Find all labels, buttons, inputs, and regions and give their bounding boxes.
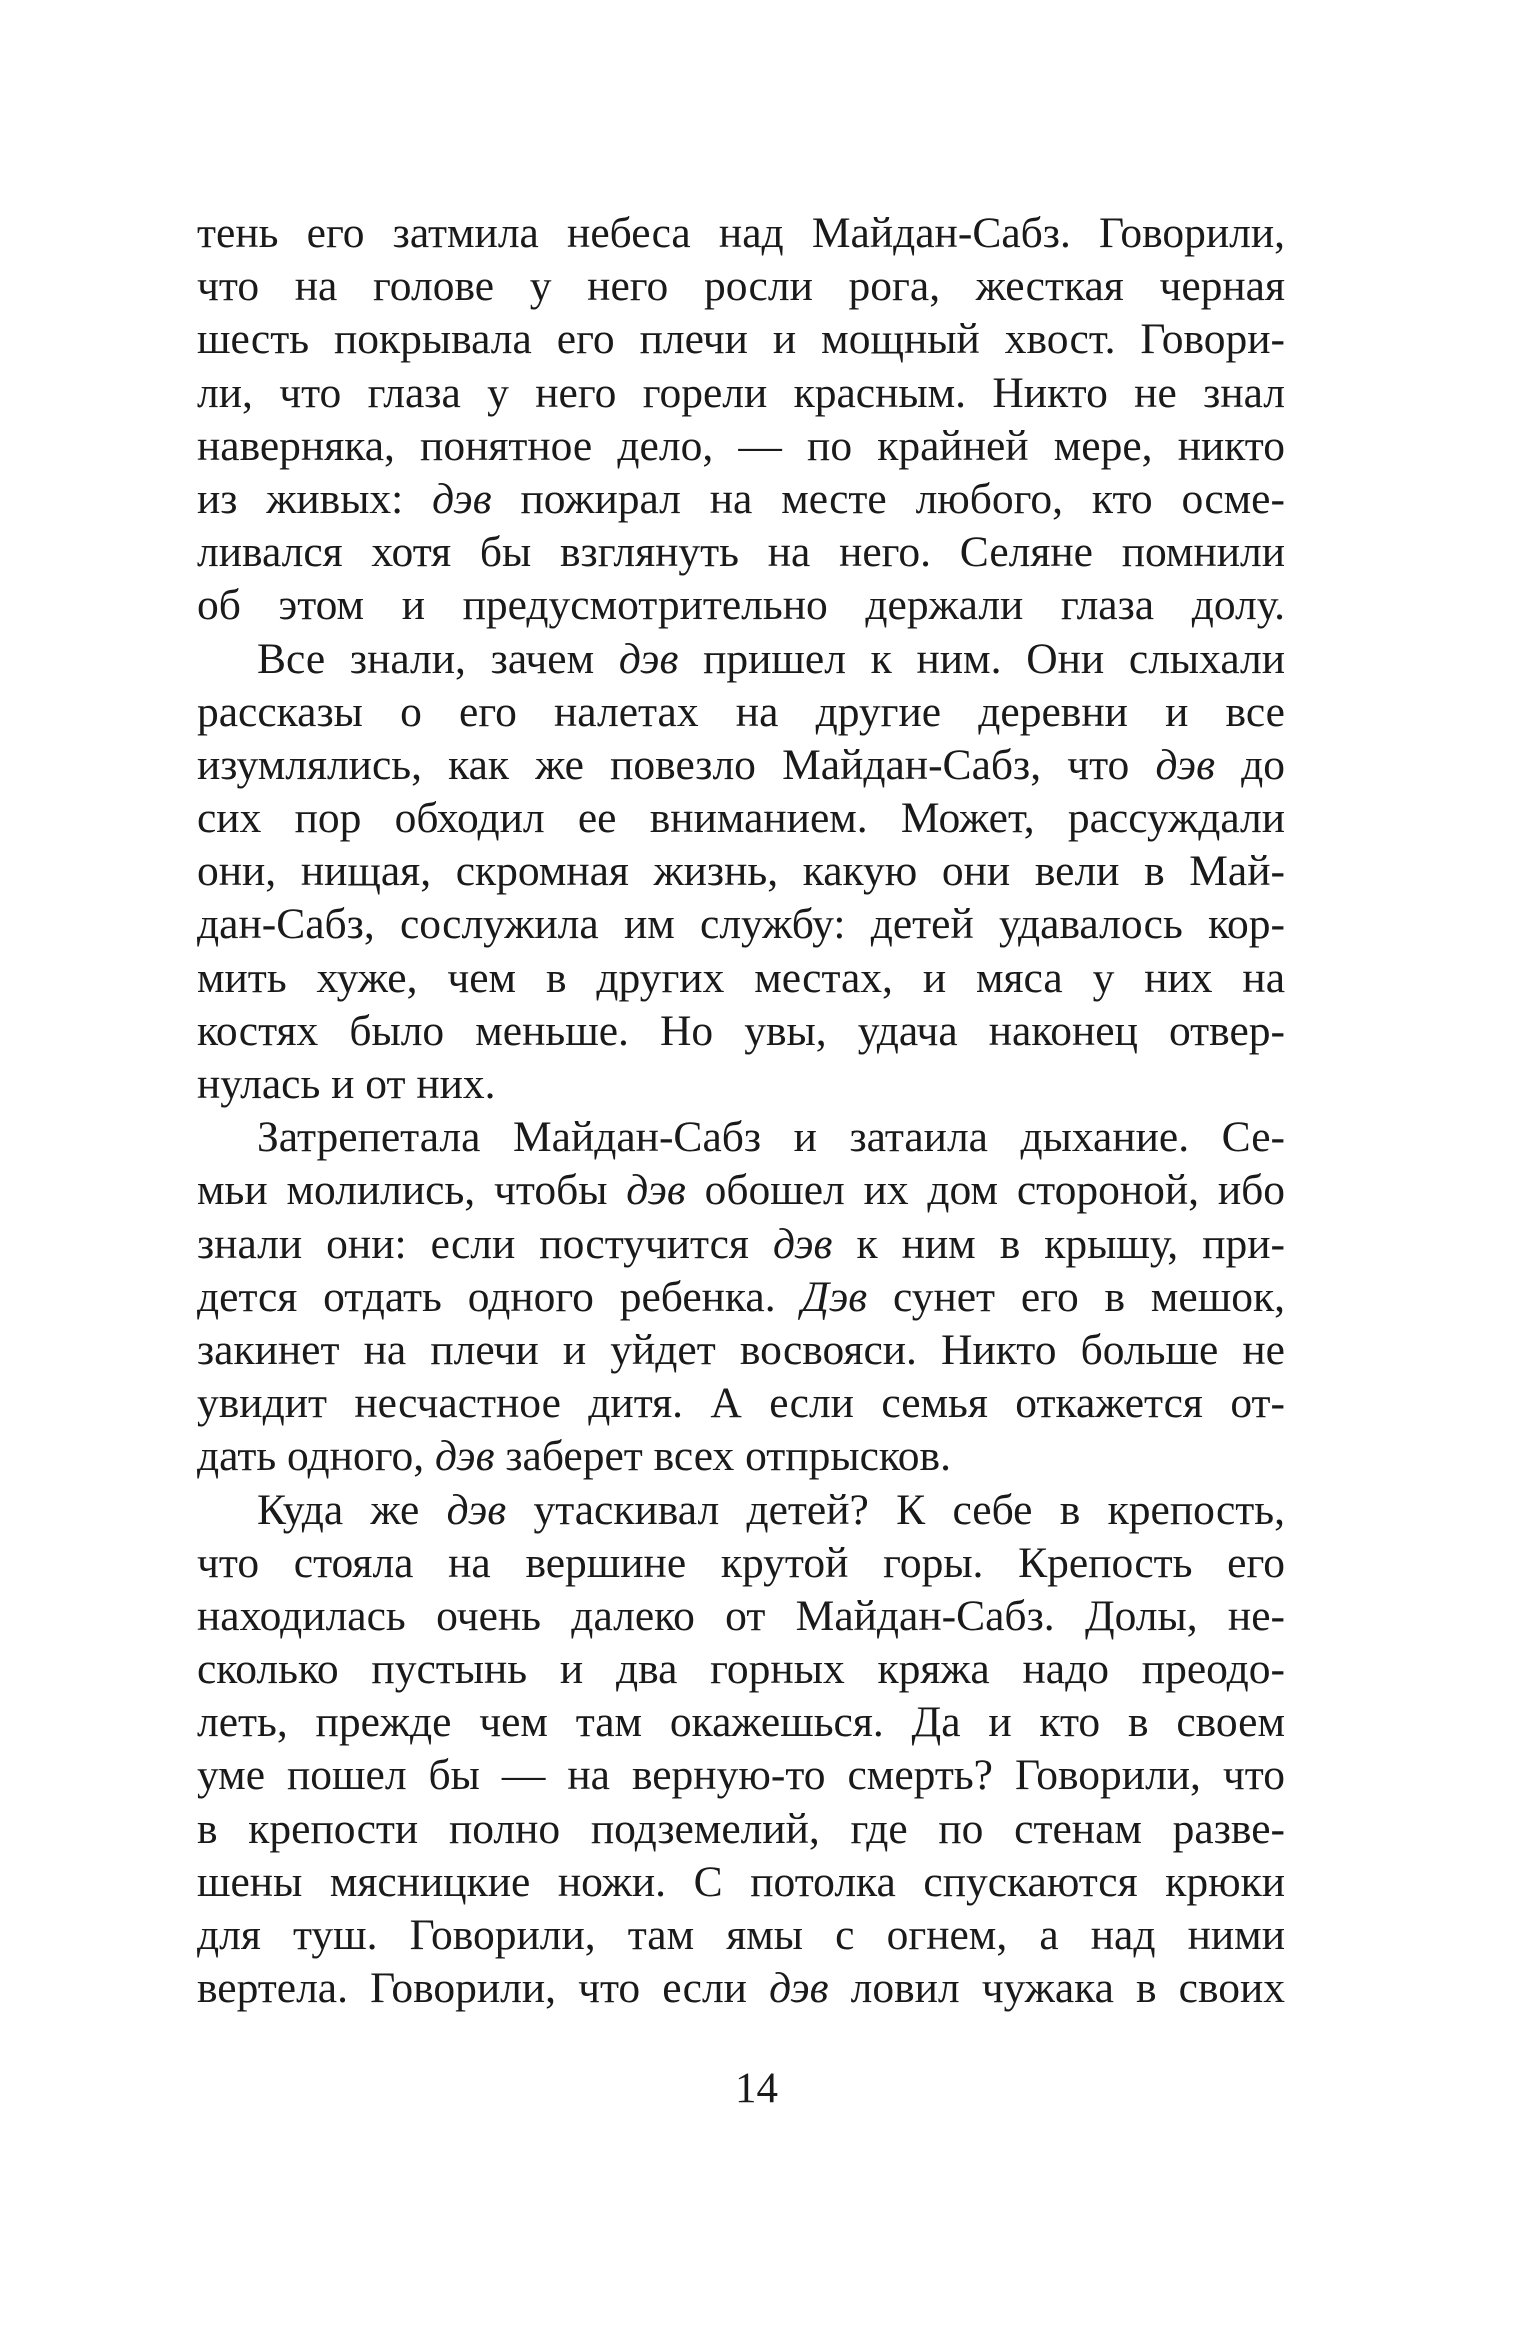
text-line: [197, 1696, 1285, 1749]
text-line: [197, 473, 1285, 526]
text-segment: увидит несчастное дитя. А если семья откажется от-: [197, 1379, 1285, 1428]
text-line: [197, 1058, 1285, 1111]
text-segment: костях было меньше. Но увы, удача наконец отвер-: [197, 1006, 1285, 1055]
text-segment: они, нищая, скромная жизнь, какую они вели в Май-: [197, 847, 1285, 896]
text-segment: Затрепетала Майдан-Сабз и затаила дыхание. Се-: [257, 1113, 1285, 1162]
text-segment: дать одного,: [197, 1432, 435, 1481]
text-segment: ловил чужака в своих: [828, 1964, 1285, 2013]
text-segment: нулась и от них.: [197, 1060, 496, 1108]
text-segment: изумлялись, как же повезло Майдан-Сабз, что: [197, 740, 1156, 789]
text-line: [197, 1590, 1285, 1643]
italic-term: дэв: [434, 1432, 495, 1481]
text-line: [197, 952, 1285, 1005]
text-segment: пришел к ним. Они слыхали: [678, 634, 1285, 683]
text-segment: об этом и предусмотрительно держали глаза долу.: [197, 581, 1285, 630]
text-line: [197, 1111, 1285, 1164]
text-segment: что на голове у него росли рога, жесткая черная: [197, 262, 1285, 311]
page-number: 14: [735, 2065, 778, 2112]
text-line: [197, 633, 1285, 686]
italic-term: дэв: [769, 1964, 829, 2013]
text-line: [197, 1324, 1285, 1377]
text-segment: мить хуже, чем в других местах, и мяса у них на: [197, 953, 1285, 1002]
italic-term: дэв: [772, 1219, 833, 1268]
text-line: [197, 313, 1285, 366]
italic-term: дэв: [432, 474, 492, 523]
text-segment: леть, прежде чем там окажешься. Да и кто в своем: [197, 1698, 1285, 1747]
text-line: [197, 898, 1285, 951]
text-segment: сих пор обходил ее вниманием. Может, рассуждали: [197, 794, 1285, 843]
text-line: [197, 792, 1285, 845]
text-segment: Куда же: [257, 1485, 447, 1534]
text-line: [197, 1218, 1285, 1271]
text-line: [197, 367, 1285, 420]
text-line: [197, 845, 1285, 898]
text-line: [197, 207, 1285, 260]
text-segment: к ним в крышу, при-: [832, 1219, 1285, 1268]
text-segment: закинет на плечи и уйдет восвояси. Никто больше не: [197, 1325, 1285, 1374]
text-segment: ли, что глаза у него горели красным. Никто не знал: [197, 368, 1285, 417]
text-segment: шесть покрывала его плечи и мощный хвост. Говори-: [197, 315, 1285, 364]
text-segment: пожирал на месте любого, кто осме-: [491, 474, 1285, 523]
text-segment: сунет его в мешок,: [867, 1272, 1285, 1321]
text-segment: для туш. Говорили, там ямы с огнем, а над ними: [197, 1911, 1285, 1959]
text-segment: дется отдать одного ребенка.: [197, 1272, 802, 1321]
text-segment: что стояла на вершине крутой горы. Крепость его: [197, 1538, 1285, 1587]
text-line: [197, 1962, 1285, 2015]
text-segment: знали они: если постучится: [197, 1219, 773, 1268]
text-line: [197, 1643, 1285, 1696]
text-segment: сколько пустынь и два горных кряжа надо преодо-: [197, 1645, 1285, 1694]
text-line: [197, 420, 1285, 473]
text-segment: Все знали, зачем: [257, 634, 619, 683]
text-segment: в крепости полно подземелий, где по стенам разве-: [197, 1804, 1285, 1853]
text-line: [197, 579, 1285, 632]
text-segment: находилась очень далеко от Майдан-Сабз. Долы, не-: [197, 1591, 1285, 1640]
text-segment: мьи молились, чтобы: [197, 1166, 627, 1215]
text-segment: из живых:: [197, 474, 433, 523]
text-line: [197, 686, 1285, 739]
text-segment: до: [1214, 740, 1285, 789]
text-segment: заберет всех отпрысков.: [494, 1432, 951, 1481]
italic-term: дэв: [618, 634, 679, 683]
italic-term: дэв: [626, 1166, 686, 1215]
text-line: [197, 1537, 1285, 1590]
text-line: [197, 739, 1285, 792]
text-segment: тень его затмила небеса над Майдан-Сабз. Говорили,: [197, 209, 1285, 257]
text-line: [197, 1430, 1285, 1483]
text-segment: утаскивал детей? К себе в крепость,: [506, 1485, 1286, 1534]
text-line: [197, 1803, 1285, 1856]
text-segment: дан-Сабз, сослужила им службу: детей удавалось кор-: [197, 900, 1285, 949]
text-segment: шены мясницкие ножи. С потолка спускаются крюки: [197, 1857, 1285, 1906]
body-text: [197, 207, 1285, 2015]
text-line: [197, 1484, 1285, 1537]
text-line: [197, 1377, 1285, 1430]
text-line: [197, 260, 1285, 313]
text-segment: ливался хотя бы взглянуть на него. Селяне помнили: [197, 528, 1285, 577]
text-line: [197, 1271, 1285, 1324]
text-segment: рассказы о его налетах на другие деревни и все: [197, 687, 1285, 736]
text-line: [197, 1856, 1285, 1909]
text-line: [197, 1749, 1285, 1802]
text-segment: обошел их дом стороной, ибо: [685, 1166, 1285, 1215]
text-segment: наверняка, понятное дело, — по крайней мере, никто: [197, 421, 1285, 470]
italic-term: дэв: [446, 1485, 507, 1534]
italic-term: Дэв: [801, 1272, 868, 1321]
text-line: [197, 1909, 1285, 1962]
text-segment: уме пошел бы — на верную-то смерть? Говорили, что: [197, 1751, 1285, 1800]
italic-term: дэв: [1155, 740, 1215, 789]
text-line: [197, 1005, 1285, 1058]
text-line: [197, 526, 1285, 579]
text-segment: вертела. Говорили, что если: [197, 1964, 770, 2013]
text-line: [197, 1164, 1285, 1217]
